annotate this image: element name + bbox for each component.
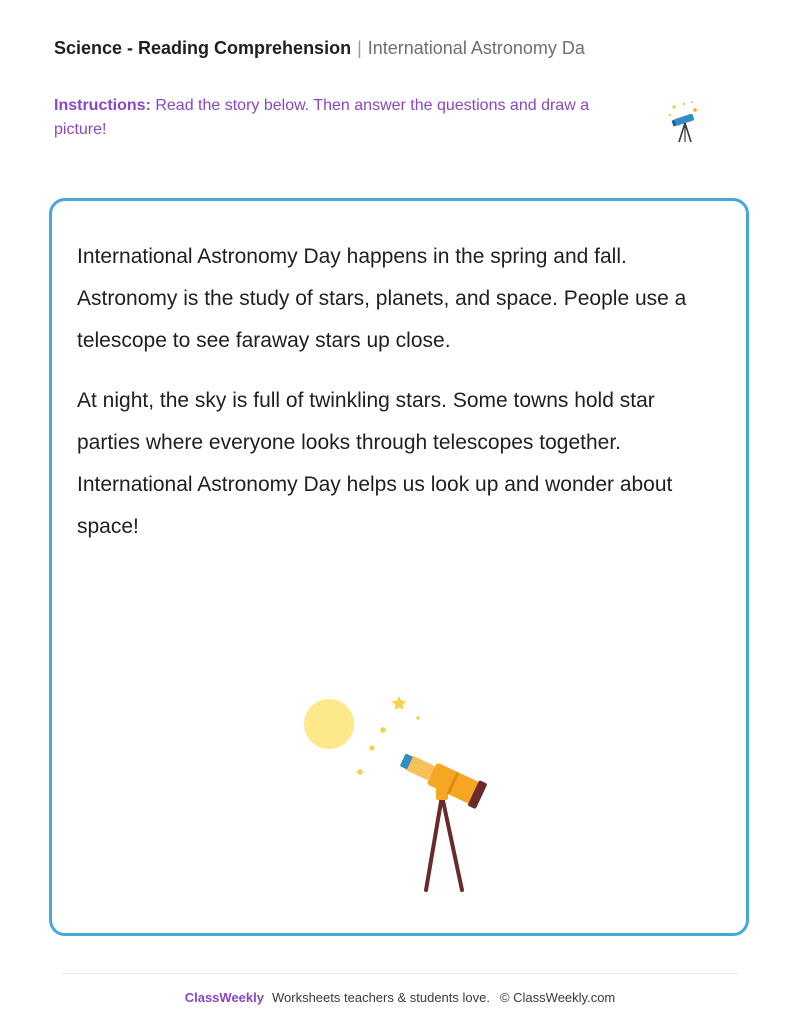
header-separator: |: [357, 38, 362, 58]
telescope-icon: [664, 98, 706, 146]
instructions-label: Instructions:: [54, 97, 151, 114]
footer: [0, 988, 800, 1008]
star-icon: [357, 769, 363, 775]
header-topic: International Astronomy Da: [367, 38, 585, 58]
story-paragraph: International Astronomy Day happens in the spring and fall. Astronomy is the study of stars, planets, and space. People use a telescope to see faraway stars up close.: [77, 245, 687, 352]
star-icon: [392, 696, 406, 710]
story-text: [77, 236, 697, 566]
instructions: [54, 94, 614, 142]
star-icon: [380, 727, 386, 733]
footer-divider: [62, 973, 738, 974]
instructions-text: Read the story below. Then answer the questions and draw a picture!: [54, 97, 590, 138]
telescope-illustration: [290, 680, 510, 900]
footer-copyright: © ClassWeekly.com: [499, 990, 616, 1005]
sun-icon: [304, 699, 354, 749]
worksheet-header: [54, 36, 614, 64]
star-icon: [416, 716, 420, 720]
tripod-leg: [426, 796, 442, 890]
footer-brand: ClassWeekly: [184, 990, 264, 1005]
footer-tagline: Worksheets teachers & students love.: [271, 990, 490, 1005]
story-paragraph: At night, the sky is full of twinkling stars. Some towns hold star parties where everyone looks through telescopes together. International Astronomy Day helps us look up and wonder about space!: [77, 389, 673, 538]
tripod-leg: [442, 796, 462, 890]
header-subject: Science - Reading Comprehension: [54, 38, 352, 58]
star-icon: [369, 745, 374, 750]
